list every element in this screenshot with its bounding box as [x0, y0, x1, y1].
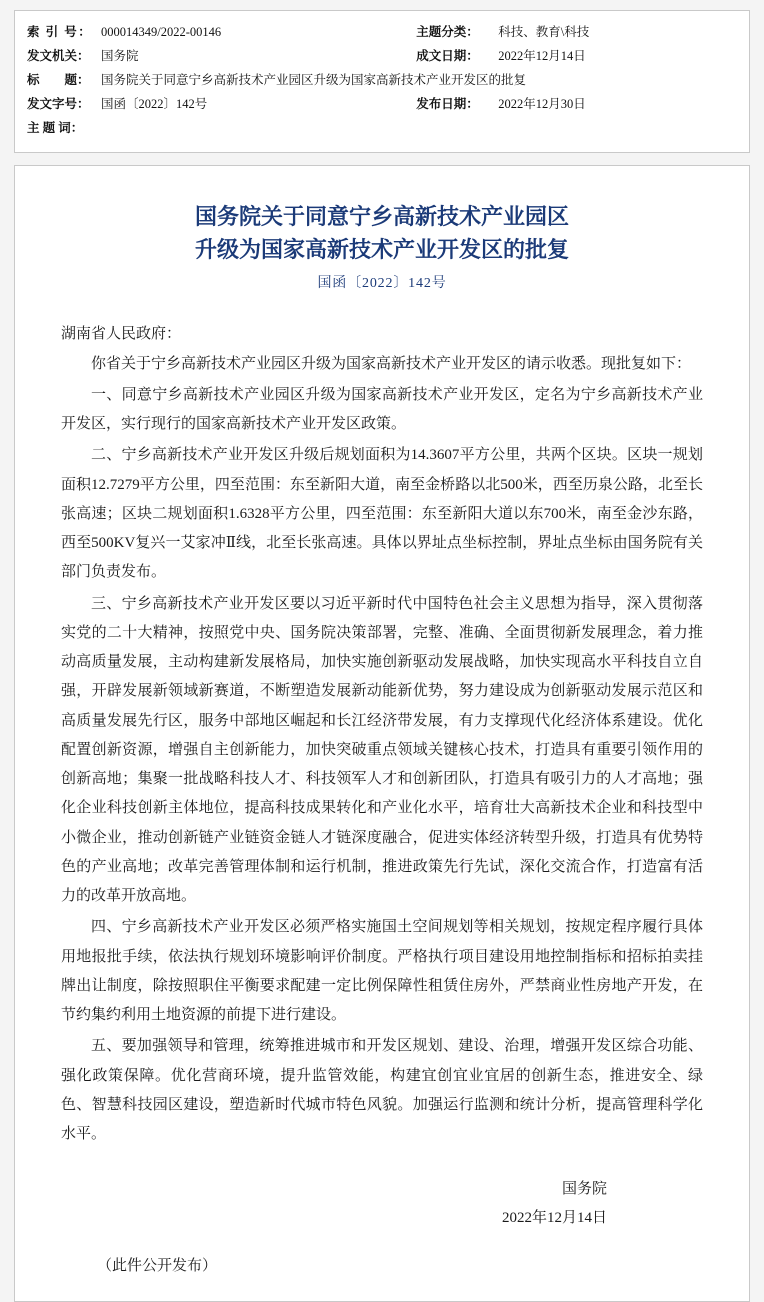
meta-label-issuer: 发文机关： — [27, 48, 90, 63]
meta-label-written-date: 成文日期： — [416, 48, 479, 63]
meta-label-publish-date: 发布日期： — [416, 96, 479, 111]
meta-label-index: 索 引 号： — [27, 25, 93, 39]
meta-value-issuer: 国务院 — [101, 48, 139, 63]
document-body-panel — [14, 165, 750, 1302]
page-title — [61, 200, 703, 266]
meta-label-keywords: 主 题 词： — [27, 120, 84, 135]
meta-value-index: 000014349/2022-00146 — [101, 25, 222, 39]
meta-value-keywords — [101, 117, 737, 141]
document-paragraph: 你省关于宁乡高新技术产业园区升级为国家高新技术产业开发区的请示收悉。现批复如下： — [91, 355, 692, 372]
meta-value-category: 科技、教育\科技 — [498, 25, 590, 39]
signature-date: 2022年12月14日 — [501, 1209, 607, 1226]
metadata-table — [27, 21, 737, 140]
document-footer-note: （此件公开发布） — [97, 1258, 218, 1275]
document-recipient: 湖南省人民政府： — [61, 326, 182, 343]
document-paragraph: 三、宁乡高新技术产业开发区要以习近平新时代中国特色社会主义思想为指导，深入贯彻落实党的二十大精神，按照党中央、国务院决策部署，完整、准确、全面贯彻新发展理念，着力推动高质量发展，主动构建新发展格局，加快实施创新驱动发展战略，加快实现高水平科技自立自强，开辟发展新领域新赛道，不断塑造发展新动能新优势，努力建设成为创新驱动发展示范区和高质量发展先行区，服务中部地区崛起和长江经济带发展，有力支撑现代化经济体系建设。优化配置创新资源，增强自主创新能力，加快突破重点领域关键核心技术，打造具有重要引领作用的创新高地；集聚一批战略科技人才、科技领军人才和创新团队，打造具有吸引力的人才高地；强化企业科技创新主体地位，提高科技成果转化和产业化水平，培育壮大高新技术企业和科技型中小微企业，推动创新链产业链资金链人才链深度融合，促进实体经济转型升级，打造具有优势特色的产业高地；改革完善管理体制和运行机制，推进政策先行先试，深化交流合作，打造富有活力的改革开放高地。 — [61, 595, 703, 905]
meta-value-written-date: 2022年12月14日 — [498, 48, 586, 63]
document-signature — [61, 1175, 703, 1232]
meta-label-docnumber: 发文字号： — [27, 96, 90, 111]
meta-label-title: 标 题： — [27, 72, 90, 87]
table-row — [27, 117, 737, 141]
table-row — [27, 21, 737, 45]
signature-organization: 国务院 — [561, 1181, 607, 1198]
meta-value-publish-date: 2022年12月30日 — [498, 96, 586, 111]
document-paragraph: 四、宁乡高新技术产业开发区必须严格实施国土空间规划等相关规划，按规定程序履行具体用地报批手续，依法执行规划环境影响评价制度。严格执行项目建设用地控制指标和招标拍卖挂牌出让制度，除按照职住平衡要求配建一定比例保障性租赁住房外，严禁商业性房地产开发，在节约集约利用土地资源的前提下进行建设。 — [61, 919, 703, 1024]
meta-value-docnumber: 国函〔2022〕142号 — [101, 96, 208, 111]
table-row — [27, 93, 737, 117]
page-title-line-1: 国务院关于同意宁乡高新技术产业园区 — [194, 204, 569, 230]
document-paragraph: 一、同意宁乡高新技术产业园区升级为国家高新技术产业开发区，定名为宁乡高新技术产业开发区，实行现行的国家高新技术产业开发区政策。 — [61, 386, 703, 433]
meta-value-title: 国务院关于同意宁乡高新技术产业园区升级为国家高新技术产业开发区的批复 — [101, 72, 527, 87]
document-paragraph: 五、要加强领导和管理，统筹推进城市和开发区规划、建设、治理，增强开发区综合功能、强化政策保障。优化营商环境，提升监管效能，构建宜创宜业宜居的创新生态，推进安全、绿色、智慧科技园区建设，塑造新时代城市特色风貌。加强运行监测和统计分析，提高管理科学化水平。 — [61, 1038, 703, 1143]
document-paragraph: 二、宁乡高新技术产业开发区升级后规划面积为14.3607平方公里，共两个区块。区块一规划面积12.7279平方公里，四至范围：东至新阳大道，南至金桥路以北500米，西至历泉公路，北至长张高速；区块二规划面积1.6328平方公里，四至范围：东至新阳大道以东700米，南至金沙东路，西至500KV复兴一艾家冲Ⅱ线，北至长张高速。具体以界址点坐标控制，界址点坐标由国务院有关部门负责发布。 — [61, 447, 703, 581]
table-row — [27, 69, 737, 93]
document-metadata-panel — [14, 10, 750, 153]
document-number: 国函〔2022〕142号 — [317, 276, 447, 292]
meta-label-category: 主题分类： — [416, 25, 479, 39]
page-title-line-2: 升级为国家高新技术产业开发区的批复 — [194, 237, 569, 263]
table-row — [27, 45, 737, 69]
